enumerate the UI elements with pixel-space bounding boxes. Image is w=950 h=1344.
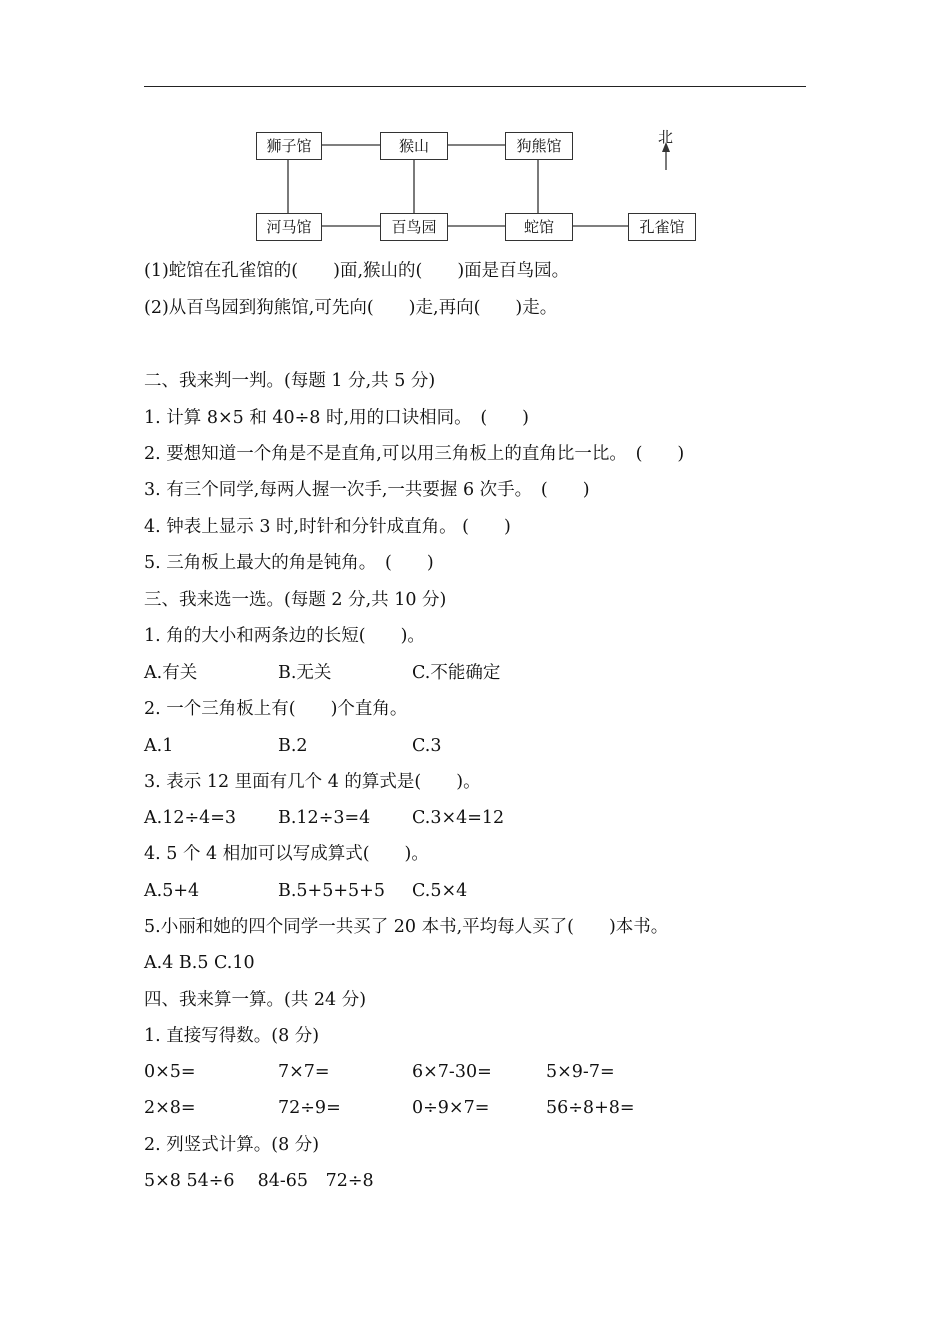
section2-title: 二、我来判一判。(每题 1 分,共 5 分) — [144, 371, 436, 391]
choice-q1-option-b: B.无关 — [278, 663, 332, 683]
choice-q4-option-b: B.5+5+5+5 — [278, 881, 385, 901]
choice-q4-option-c: C.5×4 — [412, 881, 468, 901]
calc-r1-c1: 0×5= — [144, 1062, 196, 1082]
judge-item-1: 1. 计算 8×5 和 40÷8 时,用的口诀相同。 ( ) — [144, 408, 529, 428]
choice-q4-option-a: A.5+4 — [144, 881, 200, 901]
choice-q2-option-b: B.2 — [278, 736, 308, 756]
choice-q3: 3. 表示 12 里面有几个 4 的算式是( )。 — [144, 772, 481, 792]
calc-r2-c1: 2×8= — [144, 1098, 196, 1118]
section4-sub2: 2. 列竖式计算。(8 分) — [144, 1135, 320, 1155]
calc-r2-c2: 72÷9= — [278, 1098, 341, 1118]
choice-q1: 1. 角的大小和两条边的长短( )。 — [144, 626, 425, 646]
calc-r1-c2: 7×7= — [278, 1062, 330, 1082]
choice-q4: 4. 5 个 4 相加可以写成算式( )。 — [144, 844, 429, 864]
calc-r2-c4: 56÷8+8= — [546, 1098, 635, 1118]
judge-item-5: 5. 三角板上最大的角是钝角。 ( ) — [144, 553, 434, 573]
section4-title: 四、我来算一算。(共 24 分) — [144, 990, 367, 1010]
monkey-hill-box: 猴山 — [380, 132, 448, 160]
header-rule — [144, 86, 806, 87]
bird-garden-box: 百鸟园 — [380, 213, 448, 241]
calc-r1-c4: 5×9-7= — [546, 1062, 615, 1082]
choice-q3-option-b: B.12÷3=4 — [278, 808, 371, 828]
lion-house-box: 狮子馆 — [256, 132, 322, 160]
choice-q1-option-a: A.有关 — [144, 663, 198, 683]
north-label: 北 — [658, 128, 674, 146]
map-question-1: (1)蛇馆在孔雀馆的( )面,猴山的( )面是百鸟园。 — [144, 261, 570, 281]
choice-q1-option-c: C.不能确定 — [412, 663, 501, 683]
calc-r1-c3: 6×7-30= — [412, 1062, 492, 1082]
judge-item-2: 2. 要想知道一个角是不是直角,可以用三角板上的直角比一比。 ( ) — [144, 444, 685, 464]
peacock-house-box: 孔雀馆 — [628, 213, 696, 241]
snake-house-box: 蛇馆 — [505, 213, 573, 241]
bear-house-box: 狗熊馆 — [505, 132, 573, 160]
calc-r2-c3: 0÷9×7= — [412, 1098, 490, 1118]
judge-item-4: 4. 钟表上显示 3 时,时针和分针成直角。 ( ) — [144, 517, 511, 537]
choice-q3-option-a: A.12÷4=3 — [144, 808, 237, 828]
choice-q2-option-c: C.3 — [412, 736, 442, 756]
zoo-map — [240, 120, 720, 250]
hippo-house-box: 河马馆 — [256, 213, 322, 241]
choice-q2: 2. 一个三角板上有( )个直角。 — [144, 699, 408, 719]
choice-q3-option-c: C.3×4=12 — [412, 808, 505, 828]
vertical-calc-list: 5×8 54÷6 84-65 72÷8 — [144, 1171, 374, 1191]
choice-q2-option-a: A.1 — [144, 736, 174, 756]
section4-sub1: 1. 直接写得数。(8 分) — [144, 1026, 320, 1046]
choice-q5: 5.小丽和她的四个同学一共买了 20 本书,平均每人买了( )本书。 — [144, 917, 669, 937]
choice-q5-options: A.4 B.5 C.10 — [144, 953, 255, 973]
map-question-2: (2)从百鸟园到狗熊馆,可先向( )走,再向( )走。 — [144, 298, 558, 318]
section3-title: 三、我来选一选。(每题 2 分,共 10 分) — [144, 590, 447, 610]
judge-item-3: 3. 有三个同学,每两人握一次手,一共要握 6 次手。 ( ) — [144, 480, 590, 500]
